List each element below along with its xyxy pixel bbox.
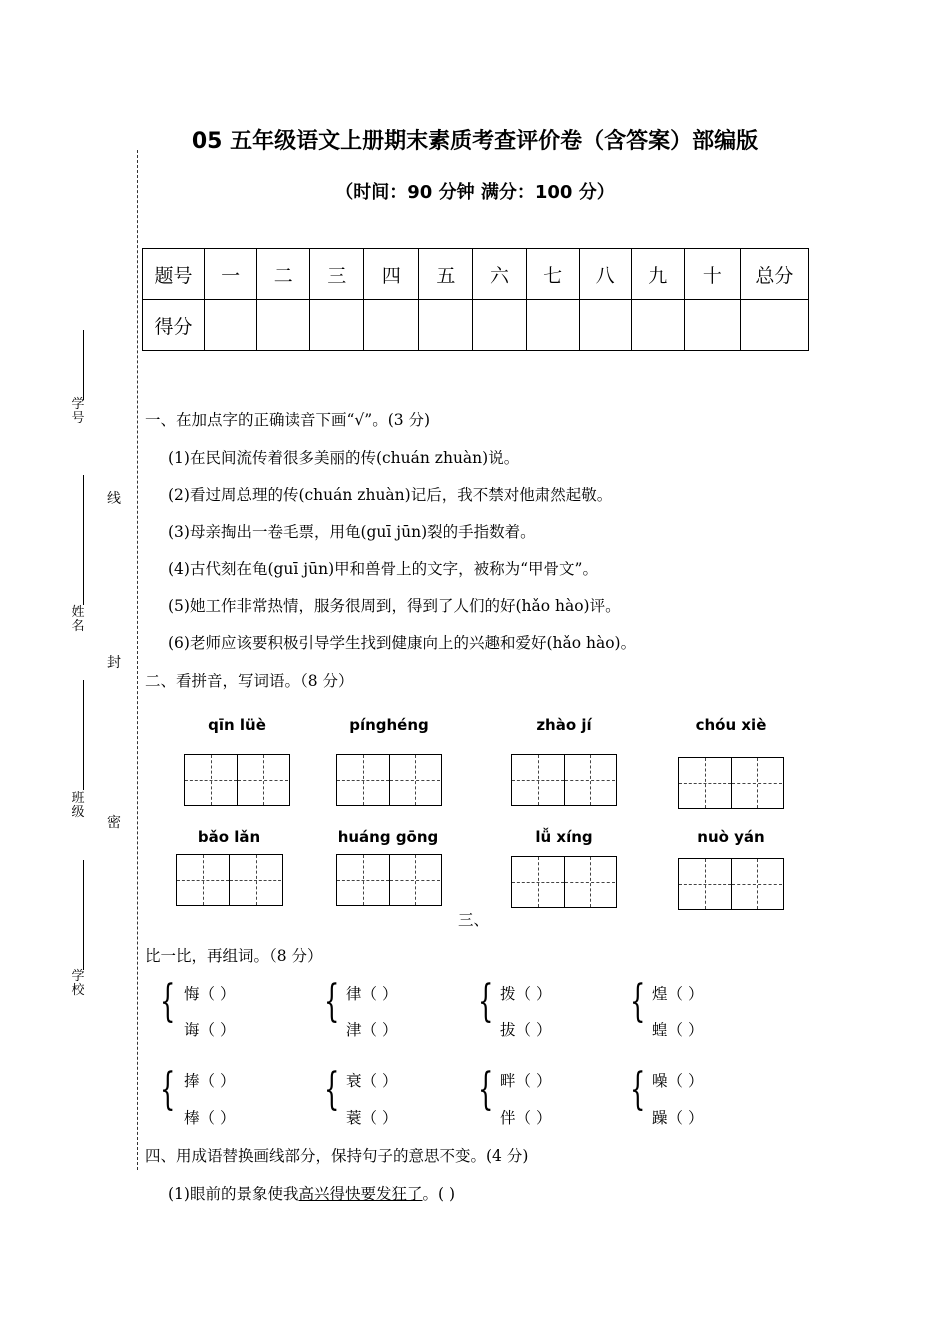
compare-char: 律（ ） — [346, 985, 398, 1003]
answer-blank[interactable]: （ ） — [667, 1109, 704, 1127]
q1-item: (3)母亲掏出一卷毛票，用龟(guī jūn)裂的手指数着。 — [168, 523, 536, 541]
col-1: 一 — [205, 249, 257, 300]
score-cell[interactable] — [205, 300, 257, 351]
compare-char: 津（ ） — [346, 1021, 398, 1039]
score-cell[interactable] — [419, 300, 473, 351]
compare-char: 拔（ ） — [500, 1021, 552, 1039]
brace-icon: { — [630, 1064, 646, 1115]
score-cell[interactable] — [631, 300, 684, 351]
brace-icon: { — [630, 976, 646, 1027]
pinyin-label: nuò yán — [697, 828, 765, 846]
student-id-label: 学号 — [71, 397, 85, 426]
score-cell[interactable] — [684, 300, 740, 351]
score-table — [142, 248, 809, 351]
q1-item: (5)她工作非常热情，服务很周到，得到了人们的好(hǎo hào)评。 — [168, 597, 621, 615]
school-rule — [83, 860, 84, 970]
pinyin-label: lǚ xíng — [535, 828, 593, 846]
compare-char: 悔（ ） — [184, 985, 236, 1003]
answer-blank[interactable]: （ ） — [667, 1072, 704, 1090]
seal-char-xian: 线 — [107, 491, 121, 507]
col-6: 六 — [473, 249, 526, 300]
compare-char: 捧（ ） — [184, 1072, 236, 1090]
compare-char: 衰（ ） — [346, 1072, 398, 1090]
answer-blank[interactable]: （ ） — [199, 985, 236, 1003]
answer-blank[interactable]: （ ） — [667, 985, 704, 1003]
col-3: 三 — [310, 249, 364, 300]
pinyin-label: pínghéng — [349, 716, 429, 734]
name-rule — [83, 475, 84, 605]
answer-blank[interactable]: 。( ) — [422, 1185, 456, 1203]
compare-char: 诲（ ） — [184, 1021, 236, 1039]
answer-blank[interactable]: （ ） — [361, 985, 398, 1003]
pinyin-label: bǎo lǎn — [197, 828, 261, 846]
answer-blank[interactable]: （ ） — [361, 1109, 398, 1127]
school-label: 学校 — [71, 969, 85, 998]
q3-heading: 比一比，再组词。（8 分） — [145, 947, 323, 965]
underlined-phrase: 高兴得快要发狂了 — [298, 1185, 423, 1203]
score-cell[interactable] — [364, 300, 419, 351]
pinyin-label: zhào jí — [536, 716, 592, 734]
score-cell[interactable] — [257, 300, 310, 351]
col-8: 八 — [579, 249, 631, 300]
answer-blank[interactable]: （ ） — [667, 1021, 704, 1039]
q1-item: (2)看过周总理的传(chuán zhuàn)记后，我不禁对他肃然起敬。 — [168, 486, 613, 504]
q1-item: (6)老师应该要积极引导学生找到健康向上的兴趣和爱好(hǎo hào)。 — [168, 634, 637, 652]
score-value-row — [143, 300, 809, 351]
writing-grid[interactable] — [511, 754, 617, 806]
col-10: 十 — [684, 249, 740, 300]
question-number-header: 题号 — [143, 249, 205, 300]
compare-char: 躁（ ） — [652, 1109, 704, 1127]
compare-char: 棒（ ） — [184, 1109, 236, 1127]
writing-grid[interactable] — [336, 754, 442, 806]
score-cell[interactable] — [526, 300, 579, 351]
answer-blank[interactable]: （ ） — [515, 1021, 552, 1039]
brace-icon: { — [160, 1064, 176, 1115]
q4-heading: 四、用成语替换画线部分，保持句子的意思不变。(4 分) — [145, 1147, 529, 1165]
writing-grid[interactable] — [678, 757, 784, 809]
writing-grid[interactable] — [184, 754, 290, 806]
student-id-rule — [83, 330, 84, 400]
answer-blank[interactable]: （ ） — [199, 1021, 236, 1039]
answer-blank[interactable]: （ ） — [515, 1109, 552, 1127]
score-header-row — [143, 249, 809, 300]
score-cell[interactable] — [473, 300, 526, 351]
compare-char: 噪（ ） — [652, 1072, 704, 1090]
writing-grid[interactable] — [678, 858, 784, 910]
pinyin-label: huáng gōng — [337, 828, 439, 846]
writing-grid[interactable] — [511, 856, 617, 908]
compare-char: 拨（ ） — [500, 985, 552, 1003]
compare-char: 畔（ ） — [500, 1072, 552, 1090]
brace-icon: { — [478, 1064, 494, 1115]
page-title: 05 五年级语文上册期末素质考查评价卷（含答案）部编版 — [191, 129, 759, 154]
brace-icon: { — [324, 976, 340, 1027]
answer-blank[interactable]: （ ） — [515, 985, 552, 1003]
q1-item: (1)在民间流传着很多美丽的传(chuán zhuàn)说。 — [168, 449, 520, 467]
col-total: 总分 — [740, 249, 808, 300]
q2-heading: 二、看拼音，写词语。（8 分） — [145, 672, 354, 690]
class-label: 班级 — [71, 791, 85, 820]
class-rule — [83, 680, 84, 790]
pinyin-label: chóu xiè — [695, 716, 767, 734]
seal-char-feng: 封 — [107, 655, 121, 671]
score-header: 得分 — [143, 300, 205, 351]
q1-heading: 一、在加点字的正确读音下画“√”。(3 分) — [145, 411, 431, 429]
name-label: 姓名 — [71, 605, 85, 634]
compare-char: 煌（ ） — [652, 985, 704, 1003]
q3-heading-number: 三、 — [458, 911, 490, 929]
writing-grid[interactable] — [176, 854, 283, 906]
brace-icon: { — [160, 976, 176, 1027]
answer-blank[interactable]: （ ） — [199, 1072, 236, 1090]
answer-blank[interactable]: （ ） — [199, 1109, 236, 1127]
col-9: 九 — [631, 249, 684, 300]
page-subtitle: （时间：90 分钟 满分：100 分） — [335, 182, 615, 203]
q1-item: (4)古代刻在龟(guī jūn)甲和兽骨上的文字，被称为“甲骨文”。 — [168, 560, 598, 578]
answer-blank[interactable]: （ ） — [515, 1072, 552, 1090]
score-cell[interactable] — [310, 300, 364, 351]
answer-blank[interactable]: （ ） — [361, 1021, 398, 1039]
compare-char: 伴（ ） — [500, 1109, 552, 1127]
col-2: 二 — [257, 249, 310, 300]
compare-char: 蝗（ ） — [652, 1021, 704, 1039]
answer-blank[interactable]: （ ） — [361, 1072, 398, 1090]
score-cell[interactable] — [740, 300, 808, 351]
col-5: 五 — [419, 249, 473, 300]
seal-char-mi: 密 — [107, 815, 121, 831]
score-cell[interactable] — [579, 300, 631, 351]
col-7: 七 — [526, 249, 579, 300]
compare-char: 蓑（ ） — [346, 1109, 398, 1127]
q4-item: (1)眼前的景象使我高兴得快要发狂了。( ) — [168, 1185, 456, 1203]
col-4: 四 — [364, 249, 419, 300]
brace-icon: { — [478, 976, 494, 1027]
pinyin-label: qīn lüè — [208, 716, 266, 734]
binding-dashed-line — [137, 150, 138, 1170]
writing-grid[interactable] — [336, 854, 442, 906]
brace-icon: { — [324, 1064, 340, 1115]
